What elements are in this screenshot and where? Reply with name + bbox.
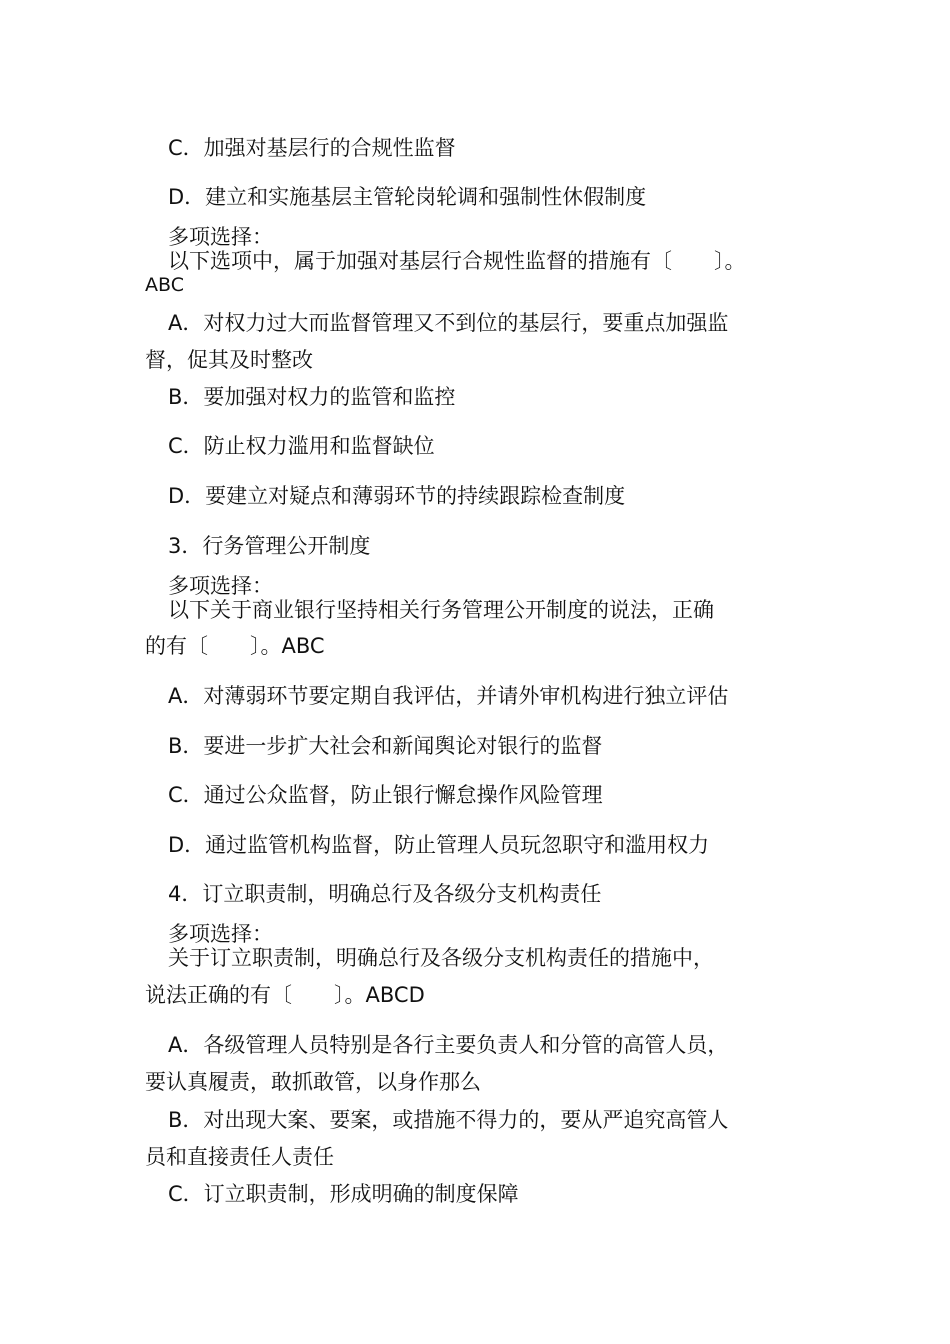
option-a-continued: 督，促其及时整改 <box>145 348 313 372</box>
option-b: B．对出现大案、要案，或措施不得力的，要从严追究高管人 <box>168 1108 729 1132</box>
option-d: D．通过监管机构监督，防止管理人员玩忽职守和滥用权力 <box>168 833 710 857</box>
option-d: D．要建立对疑点和薄弱环节的持续跟踪检查制度 <box>168 484 626 508</box>
question-type: 多项选择： <box>168 922 273 946</box>
answer-key: ABC <box>145 274 184 296</box>
option-d: D．建立和实施基层主管轮岗轮调和强制性休假制度 <box>168 185 647 209</box>
option-c: C．防止权力滥用和监督缺位 <box>168 434 435 458</box>
option-b: B．要加强对权力的监管和监控 <box>168 385 456 409</box>
question-text: 以下选项中，属于加强对基层行合规性监督的措施有〔 〕。 <box>168 249 746 273</box>
option-a: A．各级管理人员特别是各行主要负责人和分管的高管人员， <box>168 1033 729 1057</box>
option-b-continued: 员和直接责任人责任 <box>145 1145 334 1169</box>
option-a-continued: 要认真履责，敢抓敢管，以身作那么 <box>145 1070 481 1094</box>
option-c: C．通过公众监督，防止银行懈怠操作风险管理 <box>168 783 603 807</box>
question-text-continued: 的有〔 〕。ABC <box>145 634 325 658</box>
option-a: A．对权力过大而监督管理又不到位的基层行，要重点加强监 <box>168 311 729 335</box>
option-b: B．要进一步扩大社会和新闻舆论对银行的监督 <box>168 734 603 758</box>
question-type: 多项选择： <box>168 574 273 598</box>
question-type: 多项选择： <box>168 225 273 249</box>
section-heading: 4．订立职责制，明确总行及各级分支机构责任 <box>168 882 602 906</box>
question-text-continued: 说法正确的有〔 〕。ABCD <box>145 983 425 1007</box>
question-text: 以下关于商业银行坚持相关行务管理公开制度的说法，正确 <box>168 598 714 622</box>
section-heading: 3．行务管理公开制度 <box>168 534 371 558</box>
option-c: C．订立职责制，形成明确的制度保障 <box>168 1182 519 1206</box>
option-a: A．对薄弱环节要定期自我评估，并请外审机构进行独立评估 <box>168 684 729 708</box>
question-text: 关于订立职责制，明确总行及各级分支机构责任的措施中， <box>168 946 714 970</box>
option-c: C．加强对基层行的合规性监督 <box>168 136 456 160</box>
